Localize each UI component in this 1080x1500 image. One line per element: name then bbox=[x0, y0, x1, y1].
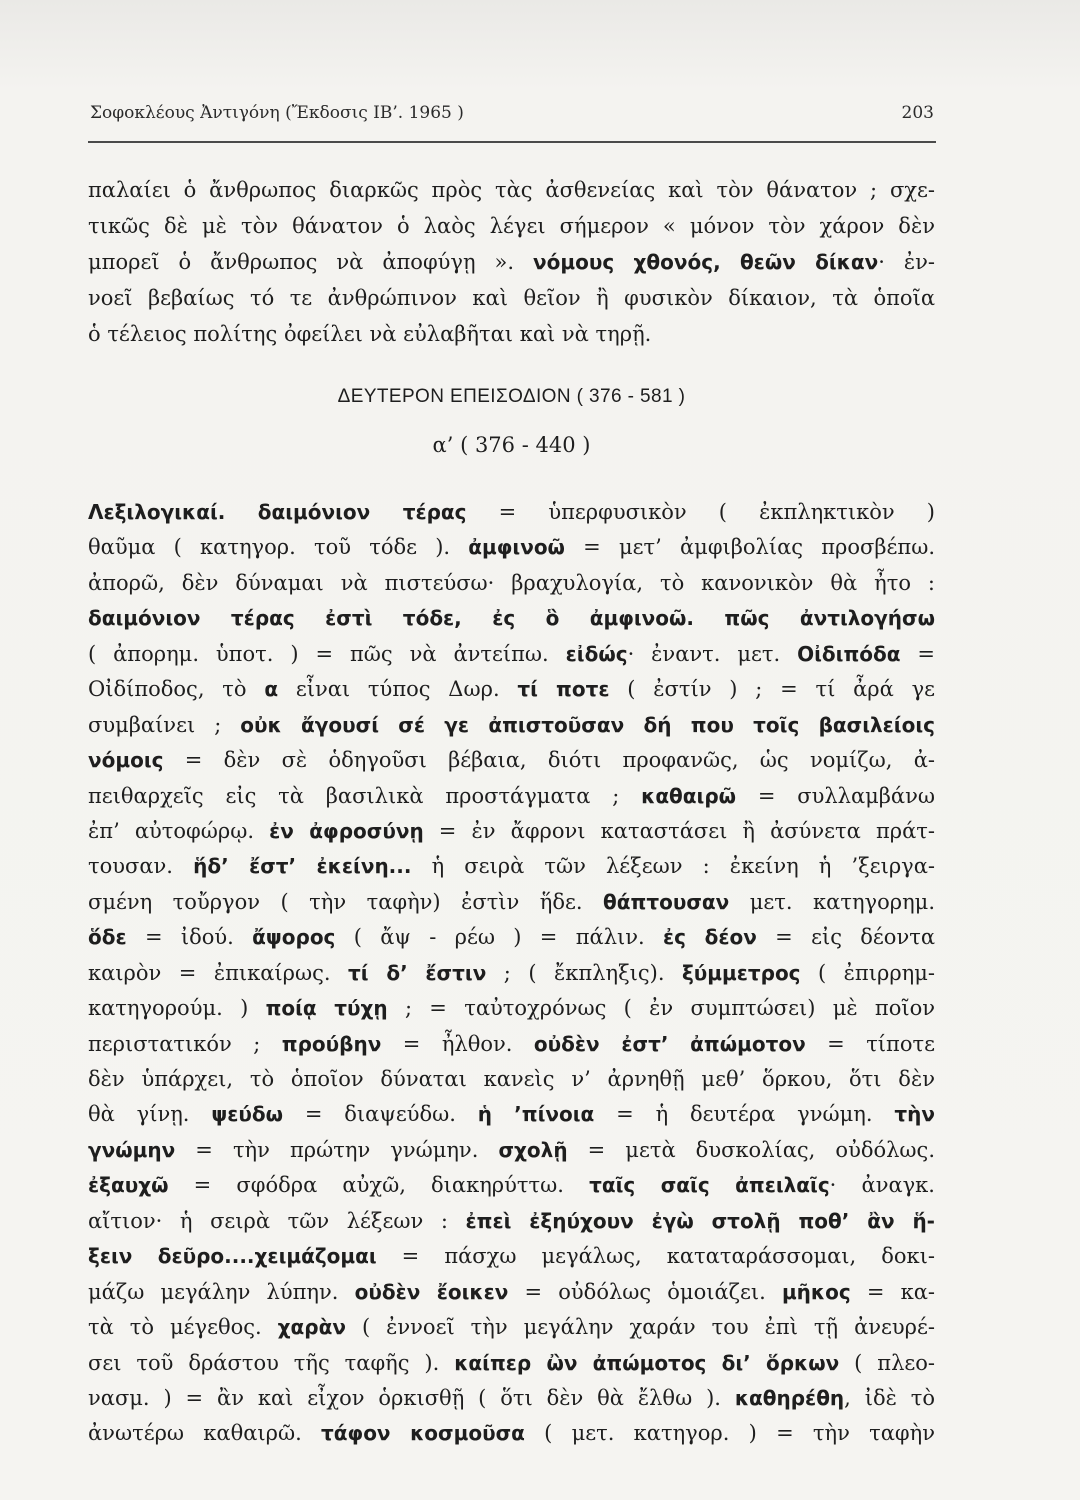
bold-lemma: ἥδ’ ἔστ’ ἐκείνη... bbox=[193, 854, 412, 879]
glossary-line bbox=[88, 1239, 935, 1274]
bold-lemma: Λεξιλογικαί. bbox=[88, 500, 258, 524]
bold-lemma: ξειν δεῦρο....χειμάζομαι bbox=[88, 1244, 377, 1269]
bold-lemma: ψεύδω bbox=[211, 1102, 283, 1127]
bold-lemma: καίπερ ὢν ἀπώμοτος δι’ ὅρκων bbox=[454, 1350, 840, 1375]
text-run: = εἰς δέοντα bbox=[756, 925, 936, 950]
text-run: = διαψεύδω. bbox=[282, 1102, 478, 1127]
glossary-line bbox=[88, 1027, 935, 1062]
subsection-heading: α’ ( 376 - 440 ) bbox=[432, 433, 591, 457]
bold-lemma: τί δ’ ἔστιν bbox=[348, 960, 487, 985]
glossary-line bbox=[88, 920, 935, 955]
text-run: ἀνωτέρω καθαιρῶ. bbox=[88, 1421, 322, 1446]
text-run: ( ἐννοεῖ τὴν μεγάλην χαράν του ἐπὶ τῇ ἀνευρέ- bbox=[345, 1315, 935, 1340]
text-run: μπορεῖ ὁ ἄνθρωπος νὰ ἀποφύγῃ ». bbox=[88, 250, 534, 274]
bold-lemma: οὐδὲν ἐστ’ ἀπώμοτον bbox=[533, 1031, 806, 1056]
text-run: πειθαρχεῖς εἰς τὰ βασιλικὰ προστάγματα ; bbox=[88, 783, 642, 808]
text-run: = πάσχω μεγάλως, καταταράσσομαι, δοκι- bbox=[376, 1244, 935, 1269]
bold-lemma: δαιμόνιον τέρας bbox=[257, 500, 467, 524]
text-run: θαῦμα ( κατηγορ. τοῦ τόδε ). bbox=[88, 535, 469, 560]
glossary-line bbox=[88, 849, 935, 884]
bold-lemma: ξύμμετρος bbox=[681, 960, 801, 985]
glossary-line bbox=[88, 1168, 935, 1203]
text-run: = μετὰ δυσκολίας, οὐδόλως. bbox=[567, 1137, 935, 1162]
text-run: = συλλαμβάνω bbox=[736, 783, 935, 808]
intro-line bbox=[88, 244, 935, 280]
section-heading: ΔΕΥΤΕΡΟΝ ΕΠΕΙΣΟΔΙΟΝ ( 376 - 581 ) bbox=[337, 386, 686, 407]
glossary-line bbox=[88, 991, 935, 1026]
glossary-line bbox=[88, 601, 935, 636]
bold-lemma: εἰδώς bbox=[565, 641, 628, 666]
text-run: Οἰδίποδος, τὸ bbox=[88, 677, 265, 702]
glossary-line bbox=[88, 956, 935, 991]
text-run: μετ. κατηγορημ. bbox=[729, 889, 935, 914]
text-run: σμένη τοὔργον ( τὴν ταφὴν) ἐστὶν ἥδε. bbox=[88, 889, 604, 914]
glossary-line bbox=[88, 1204, 935, 1239]
text-run: ἀπορῶ, δὲν δύναμαι νὰ πιστεύσω· βραχυλογία, τὸ κανονικὸν θὰ ἦτο : bbox=[88, 570, 935, 595]
text-run: αἴτιον· ἡ σειρὰ τῶν λέξεων : bbox=[88, 1208, 466, 1233]
text-run: τὰ τὸ μέγεθος. bbox=[88, 1315, 278, 1340]
text-run: ( μετ. κατηγορ. ) = τὴν ταφὴν bbox=[524, 1421, 935, 1446]
bold-lemma: ἐς δέον bbox=[663, 925, 757, 950]
bold-lemma: τί ποτε bbox=[517, 677, 610, 702]
intro-line bbox=[88, 172, 935, 208]
glossary-line bbox=[88, 1062, 935, 1097]
bold-lemma: τάφον κοσμοῦσα bbox=[321, 1421, 525, 1446]
text-run: = bbox=[900, 641, 936, 666]
text-run: περιστατικόν ; bbox=[88, 1031, 282, 1056]
text-run: = ὑπερφυσικὸν ( ἐκπληκτικὸν ) bbox=[466, 500, 935, 524]
glossary-line bbox=[88, 495, 935, 530]
text-run: μάζω μεγάλην λύπην. bbox=[88, 1279, 355, 1304]
text-run: καιρὸν = ἐπικαίρως. bbox=[88, 960, 349, 985]
glossary-line bbox=[88, 637, 935, 672]
glossary-line bbox=[88, 814, 935, 849]
bold-lemma: τὴν bbox=[894, 1102, 935, 1127]
text-run: , ἰδὲ τὸ bbox=[844, 1385, 936, 1410]
text-run: ( ἀπορημ. ὑποτ. ) = πῶς νὰ ἀντείπω. bbox=[88, 641, 566, 666]
bold-lemma: προύβην bbox=[281, 1031, 382, 1056]
bold-lemma: ἐπεὶ ἐξηύχουν ἐγὼ στολῇ ποθ’ ἂν ἥ- bbox=[465, 1208, 935, 1233]
glossary-line bbox=[88, 1097, 935, 1132]
glossary-line bbox=[88, 566, 935, 601]
text-run: = μετ’ ἀμφιβολίας προσβέπω. bbox=[564, 535, 935, 560]
glossary-line bbox=[88, 708, 935, 743]
bold-lemma: ἐξαυχῶ bbox=[88, 1173, 169, 1198]
bold-lemma: ἐν ἀφροσύνῃ bbox=[269, 818, 424, 843]
running-title: Σοφοκλέους Ἀντιγόνη (Ἔκδοσις ΙΒ’. 1965 ) bbox=[90, 103, 464, 123]
bold-lemma: Οἰδιπόδα bbox=[797, 641, 901, 666]
text-run: = τίποτε bbox=[805, 1031, 935, 1056]
text-run: ( ἄψ - ρέω ) = πάλιν. bbox=[335, 925, 664, 950]
bold-lemma: μῆκος bbox=[781, 1279, 851, 1304]
text-run: ( πλεο- bbox=[839, 1350, 935, 1375]
glossary-line bbox=[88, 1381, 935, 1416]
text-run: = τὴν πρώτην γνώμην. bbox=[175, 1137, 499, 1162]
intro-line bbox=[88, 280, 935, 316]
text-run: νασμ. ) = ἂν καὶ εἶχον ὁρκισθῇ ( ὅτι δὲν θὰ ἔλθω ). bbox=[88, 1385, 735, 1410]
text-run: ἐπ’ αὐτοφώρῳ. bbox=[88, 818, 270, 843]
glossary-line bbox=[88, 1346, 935, 1381]
text-run: · ἐναντ. μετ. bbox=[627, 641, 798, 666]
text-run: = ἐν ἄφρονι καταστάσει ἢ ἀσύνετα πράτ- bbox=[423, 818, 936, 843]
text-run: ἡ σειρὰ τῶν λέξεων : ἐκείνη ἡ ’ξειργα- bbox=[411, 854, 935, 879]
text-run: τικῶς δὲ μὲ τὸν θάνατον ὁ λαὸς λέγει σήμερον « μόνον τὸν χάρον δὲν bbox=[88, 214, 935, 238]
text-run: = ἦλθον. bbox=[381, 1031, 534, 1056]
bold-lemma: ἡ ’πίνοια bbox=[477, 1102, 595, 1127]
bold-lemma: α bbox=[264, 677, 279, 702]
intro-line bbox=[88, 208, 935, 244]
text-run: συμβαίνει ; bbox=[88, 712, 241, 737]
text-run: σει τοῦ δράστου τῆς ταφῆς ). bbox=[88, 1350, 455, 1375]
intro-line bbox=[88, 316, 935, 352]
bold-lemma: οὐδὲν ἔοικεν bbox=[354, 1279, 509, 1304]
bold-lemma: νόμοις bbox=[88, 748, 164, 773]
text-run: δὲν ὑπάρχει, τὸ ὁποῖον δύναται κανεὶς ν’ ἀρνηθῇ μεθ’ ὅρκου, ὅτι δὲν bbox=[88, 1067, 935, 1091]
glossary-line bbox=[88, 743, 935, 778]
glossary-line bbox=[88, 530, 935, 565]
text-run: ( ἐστίν ) ; = τί ἆρά γε bbox=[609, 677, 936, 702]
text-run: · ἐν- bbox=[878, 250, 935, 274]
header-rule bbox=[88, 141, 936, 143]
bold-lemma: ἀμφινοῶ bbox=[468, 535, 565, 560]
text-run: = ἰδού. bbox=[126, 925, 253, 950]
bold-lemma: δαιμόνιον τέρας ἐστὶ τόδε, ἐς ὃ ἀμφινοῶ. πῶς ἀντιλογήσω bbox=[88, 606, 935, 631]
text-run: νοεῖ βεβαίως τό τε ἀνθρώπινον καὶ θεῖον ἢ φυσικὸν δίκαιον, τὰ ὁποῖα bbox=[88, 286, 935, 310]
text-run: θὰ γίνῃ. bbox=[88, 1102, 212, 1127]
text-run: = ἡ δευτέρα γνώμη. bbox=[594, 1102, 895, 1127]
bold-lemma: γνώμην bbox=[88, 1137, 176, 1162]
bold-lemma: νόμους χθονός, θεῶν δίκαν bbox=[533, 250, 879, 274]
text-run: ( ἐπιρρημ- bbox=[800, 960, 935, 985]
text-run: ; = ταὐτοχρόνως ( ἐν συμπτώσει) μὲ ποῖον bbox=[387, 996, 936, 1021]
bold-lemma: σχολῇ bbox=[498, 1137, 568, 1162]
text-run: ὁ τέλειος πολίτης ὀφείλει νὰ εὐλαβῆται καὶ νὰ τηρῇ. bbox=[88, 322, 652, 346]
bold-lemma: ταῖς σαῖς ἀπειλαῖς bbox=[589, 1173, 830, 1198]
bold-lemma: θάπτουσαν bbox=[603, 889, 730, 914]
glossary-line bbox=[88, 1275, 935, 1310]
intro-paragraph bbox=[88, 172, 935, 352]
bold-lemma: καθηρέθη bbox=[734, 1385, 845, 1410]
glossary-line bbox=[88, 1310, 935, 1345]
bold-lemma: ποίᾳ τύχῃ bbox=[265, 996, 388, 1021]
glossary-line bbox=[88, 672, 935, 707]
bold-lemma: ὅδε bbox=[88, 925, 127, 950]
text-run: εἶναι τύπος Δωρ. bbox=[278, 677, 518, 702]
glossary-paragraph bbox=[88, 495, 935, 1452]
glossary-line bbox=[88, 885, 935, 920]
bold-lemma: ἄψορος bbox=[252, 925, 336, 950]
text-run: ; ( ἔκπληξις). bbox=[486, 960, 682, 985]
text-run: κατηγορούμ. ) bbox=[88, 996, 266, 1021]
bold-lemma: χαρὰν bbox=[277, 1315, 346, 1340]
text-run: = δὲν σὲ ὁδηγοῦσι βέβαια, διότι προφανῶς, ὡς νομίζω, ἀ- bbox=[163, 748, 935, 773]
page-number: 203 bbox=[901, 103, 934, 123]
bold-lemma: οὐκ ἄγουσί σέ γε ἀπιστοῦσαν δή που τοῖς βασιλείοις bbox=[240, 712, 935, 737]
text-run: τουσαν. bbox=[88, 854, 194, 879]
glossary-line bbox=[88, 1133, 935, 1168]
text-run: = οὐδόλως ὁμοιάζει. bbox=[508, 1279, 782, 1304]
bold-lemma: καθαιρῶ bbox=[641, 783, 737, 808]
glossary-line bbox=[88, 1416, 935, 1451]
text-run: παλαίει ὁ ἄνθρωπος διαρκῶς πρὸς τὰς ἀσθενείας καὶ τὸν θάνατον ; σχε- bbox=[88, 178, 935, 202]
glossary-line bbox=[88, 779, 935, 814]
text-run: = σφόδρα αὐχῶ, διακηρύττω. bbox=[168, 1173, 590, 1198]
text-run: = κα- bbox=[850, 1279, 935, 1304]
text-run: · ἀναγκ. bbox=[829, 1173, 935, 1198]
